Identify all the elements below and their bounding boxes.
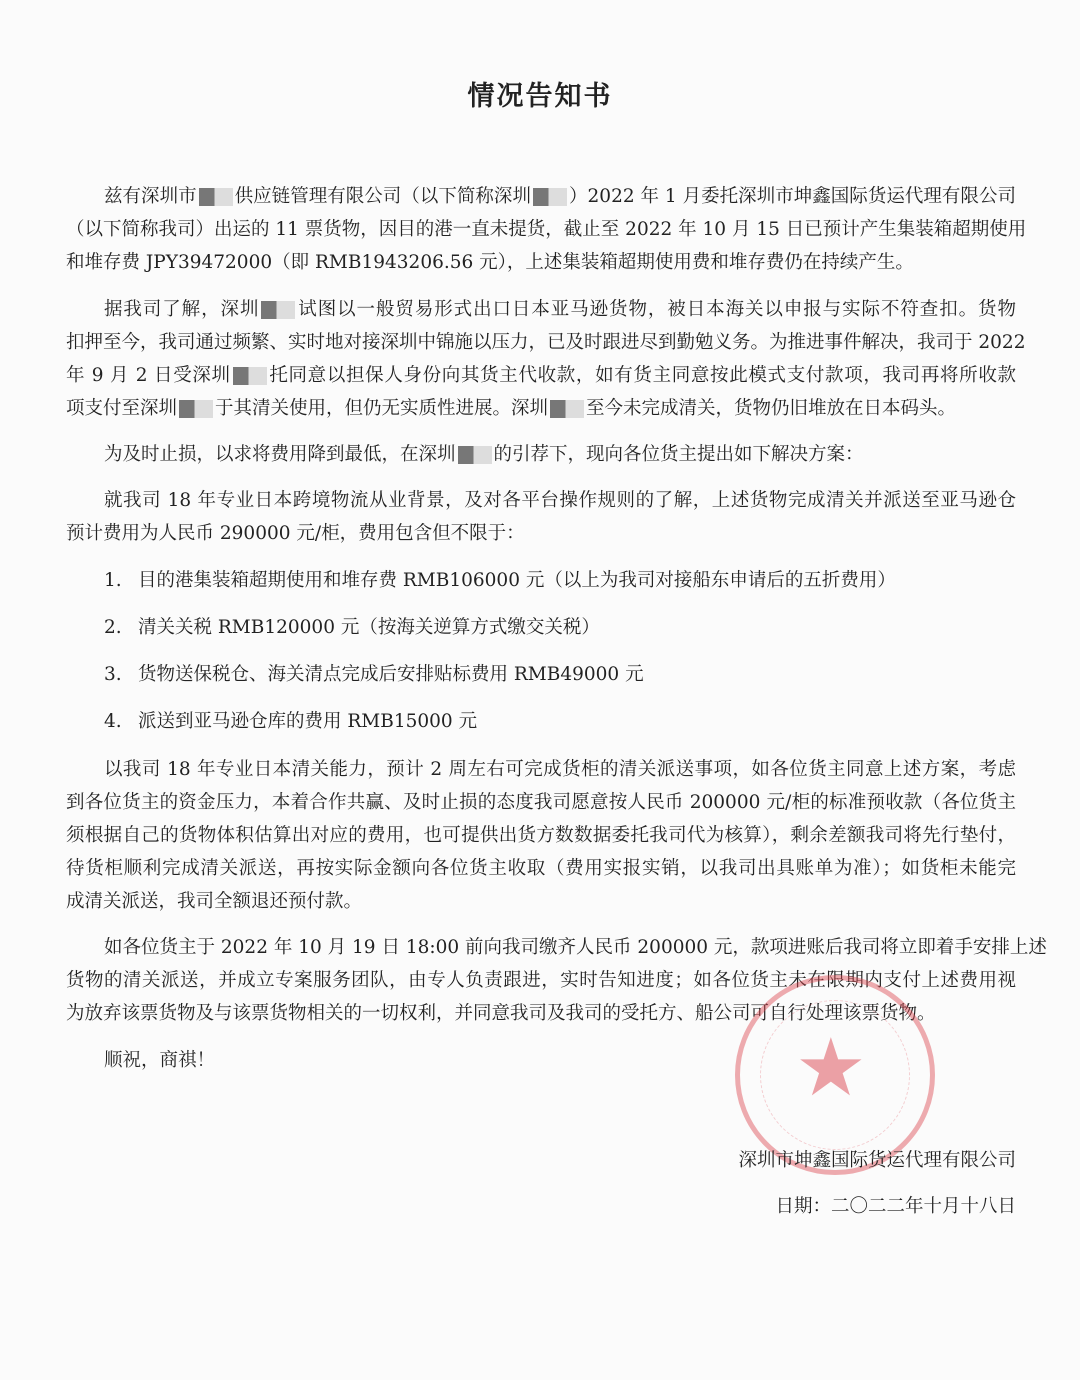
redaction-blur (179, 400, 213, 418)
text-segment: 供应链管理有限公司（以下简称深圳 (234, 186, 531, 207)
text-line (66, 213, 1027, 246)
text-line (66, 180, 1016, 213)
text-segment: 货物的清关派送，并成立专案服务团队，由专人负责跟进，实时告知进度；如各位货主未在限期内支付上述费用视 (66, 970, 1016, 991)
text-line (66, 359, 1016, 392)
star-icon: ★ (795, 1021, 867, 1114)
text-line (66, 326, 1026, 359)
text-segment: 的引荐下，现向各位货主提出如下解决方案： (493, 444, 864, 465)
paragraph-1 (66, 180, 1027, 279)
text-segment: 须根据自己的货物体积估算出对应的费用，也可提供出货方数数据委托我司代为核算），剩余差额我司将先行垫付， (66, 825, 1016, 846)
text-segment: 于其清关使用，但仍无实质性进展。深圳 (215, 398, 549, 419)
signature-date: 日期：二〇二二年十月十八日 (775, 1196, 1016, 1217)
text-segment: 据我司了解，深圳 (104, 299, 260, 320)
text-segment: 顺祝，商祺！ (104, 1050, 216, 1071)
text-segment: 如各位货主于 2022 年 10 月 19 日 18:00 前向我司缴齐人民币 200000 元，款项进账后我司将立即着手安排上述 (104, 937, 1047, 958)
list-number: 4. (104, 711, 122, 732)
text-segment: 至今未完成清关，货物仍旧堆放在日本码头。 (586, 398, 957, 419)
paragraph-5 (66, 753, 1016, 918)
text-line (66, 517, 1016, 550)
text-segment: 到各位货主的资金压力，本着合作共赢、及时止损的态度我司愿意按人民币 200000 元/柜的标准预收款（各位货主 (66, 792, 1016, 813)
redaction-blur (533, 188, 567, 206)
text-segment: ）2022 年 1 月委托深圳市坤鑫国际货运代理有限公司 (568, 186, 1016, 207)
text-segment: （以下简称我司）出运的 11 票货物，因目的港一直未提货，截止至 2022 年 10 月 15 日已预计产生集装箱超期使用 (66, 219, 1027, 240)
redaction-blur (233, 367, 267, 385)
paragraph-3 (66, 438, 1016, 471)
text-line (66, 786, 1016, 819)
list-number: 1. (104, 570, 122, 591)
signature-company: 深圳市坤鑫国际货运代理有限公司 (738, 1150, 1016, 1171)
text-segment: 成清关派送，我司全额退还预付款。 (66, 891, 363, 912)
text-line (66, 246, 1016, 279)
list-number: 2. (104, 617, 122, 638)
list-text: 派送到亚马逊仓库的费用 RMB15000 元 (138, 711, 478, 732)
company-seal-stamp (735, 975, 935, 1175)
list-item (104, 564, 896, 597)
text-line (66, 753, 1016, 786)
text-segment: 为放弃该票货物及与该票货物相关的一切权利，并同意我司及我司的受托方、船公司可自行处理该票货物。 (66, 1003, 936, 1024)
text-segment: 项支付至深圳 (66, 398, 178, 419)
text-segment: 兹有深圳市 (104, 186, 197, 207)
text-segment: 扣押至今，我司通过频繁、实时地对接深圳中锦施以压力，已及时跟进尽到勤勉义务。为推进事件解决，我司于 2022 (66, 332, 1026, 353)
text-segment: 托同意以担保人身份向其货主代收款，如有货主同意按此模式支付款项，我司再将所收款 (268, 365, 1016, 386)
list-item (104, 658, 644, 691)
text-segment: 和堆存费 JPY39472000（即 RMB1943206.56 元），上述集装箱超期使用费和堆存费仍在持续产生。 (66, 252, 914, 273)
list-item (104, 611, 600, 644)
list-item (104, 705, 477, 738)
paragraph-2 (66, 293, 1026, 425)
text-line (66, 931, 1047, 964)
redaction-blur (261, 301, 295, 319)
document-title: 情况告知书 (467, 81, 613, 112)
list-text: 清关关税 RMB120000 元（按海关逆算方式缴交关税） (138, 617, 600, 638)
list-number: 3. (104, 664, 122, 685)
text-line (66, 885, 1016, 918)
text-segment: 年 9 月 2 日受深圳 (66, 365, 231, 386)
redaction-blur (458, 446, 492, 464)
list-text: 货物送保税仓、海关清点完成后安排贴标费用 RMB49000 元 (138, 664, 644, 685)
paragraph-4 (66, 484, 1016, 550)
text-line (66, 484, 1016, 517)
text-line (66, 293, 1016, 326)
text-line (66, 392, 1016, 425)
text-line (66, 819, 1016, 852)
text-segment: 试图以一般贸易形式出口日本亚马逊货物，被日本海关以申报与实际不符查扣。货物 (297, 299, 1016, 320)
redaction-blur (550, 400, 584, 418)
text-segment: 待货柜顺利完成清关派送，再按实际金额向各位货主收取（费用实报实销，以我司出具账单为准）；如货柜未能完 (66, 858, 1016, 879)
redaction-blur (199, 188, 233, 206)
text-segment: 为及时止损，以求将费用降到最低，在深圳 (104, 444, 456, 465)
text-line (66, 438, 1016, 471)
text-line (66, 852, 1016, 885)
text-segment: 预计费用为人民币 290000 元/柜，费用包含但不限于： (66, 523, 525, 544)
text-segment: 以我司 18 年专业日本清关能力，预计 2 周左右可完成货柜的清关派送事项，如各位货主同意上述方案，考虑 (104, 759, 1016, 780)
text-segment: 就我司 18 年专业日本跨境物流从业背景，及对各平台操作规则的了解，上述货物完成清关并派送至亚马逊仓 (104, 490, 1016, 511)
list-text: 目的港集装箱超期使用和堆存费 RMB106000 元（以上为我司对接船东申请后的五折费用） (138, 570, 896, 591)
